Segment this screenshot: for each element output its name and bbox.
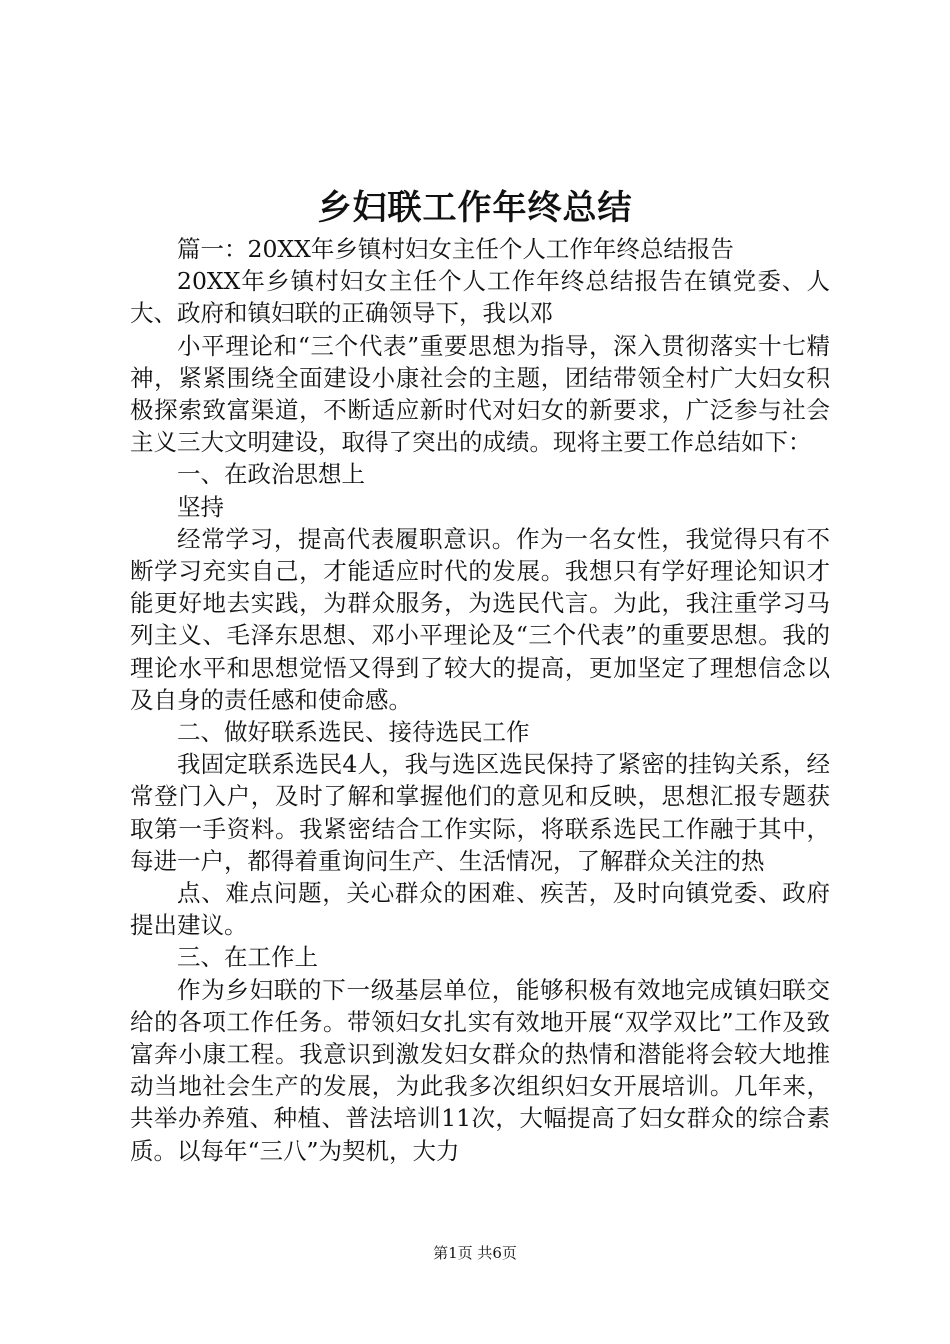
paragraph-hot-issues: 点、难点问题，关心群众的困难、疾苦，及时向镇党委、政府提出建议。 xyxy=(130,879,830,940)
page-number: 第1页 共6页 xyxy=(433,1244,517,1262)
document-title: 乡妇联工作年终总结 xyxy=(317,188,633,228)
document-body xyxy=(130,233,830,1167)
section-heading-political-thought: 一、在政治思想上 xyxy=(177,460,365,489)
paragraph-persist: 坚持 xyxy=(177,492,224,521)
paragraph-article-heading: 篇一：20XX年乡镇村妇女主任个人工作年终总结报告 xyxy=(177,235,734,263)
section-heading-work: 三、在工作上 xyxy=(177,943,318,972)
paragraph-study: 经常学习，提高代表履职意识。作为一名女性，我觉得只有不断学习充实自己，才能适应时代的发展。我想只有学好理论知识才能更好地去实践，为群众服务，为选民代言。为此，我注重学习马列主义、毛泽东思想、邓小平理论及“三个代表”的重要思想。我的理论水平和思想觉悟又得到了较大的提高，更加坚定了理想信念以及自身的责任感和使命感。 xyxy=(130,524,830,714)
paragraph-report-intro: 20XX年乡镇村妇女主任个人工作年终总结报告在镇党委、人大、政府和镇妇联的正确领导下，我以邓 xyxy=(130,267,830,328)
paragraph-voter-contact: 我固定联系选民4人，我与选区选民保持了紧密的挂钩关系，经常登门入户，及时了解和掌握他们的意见和反映，思想汇报专题获取第一手资料。我紧密结合工作实际，将联系选民工作融于其中，每进一户，都得着重询问生产、生活情况，了解群众关注的热 xyxy=(130,750,830,875)
paragraph-guiding-theory: 小平理论和“三个代表”重要思想为指导，深入贯彻落实十七精神，紧紧围绕全面建设小康社会的主题，团结带领全村广大妇女积极探索致富渠道，不断适应新时代对妇女的新要求，广泛参与社会主义三大文明建设，取得了突出的成绩。现将主要工作总结如下： xyxy=(130,331,830,457)
paragraph-work: 作为乡妇联的下一级基层单位，能够积极有效地完成镇妇联交给的各项工作任务。带领妇女扎实有效地开展“双学双比”工作及致富奔小康工程。我意识到激发妇女群众的热情和潜能将会较大地推动当地社会生产的发展，为此我多次组织妇女开展培训。几年来，共举办养殖、种植、普法培训11次，大幅提高了妇女群众的综合素质。以每年“三八”为契机，大力 xyxy=(130,975,830,1165)
section-heading-voter-contact: 二、做好联系选民、接待选民工作 xyxy=(177,718,530,747)
